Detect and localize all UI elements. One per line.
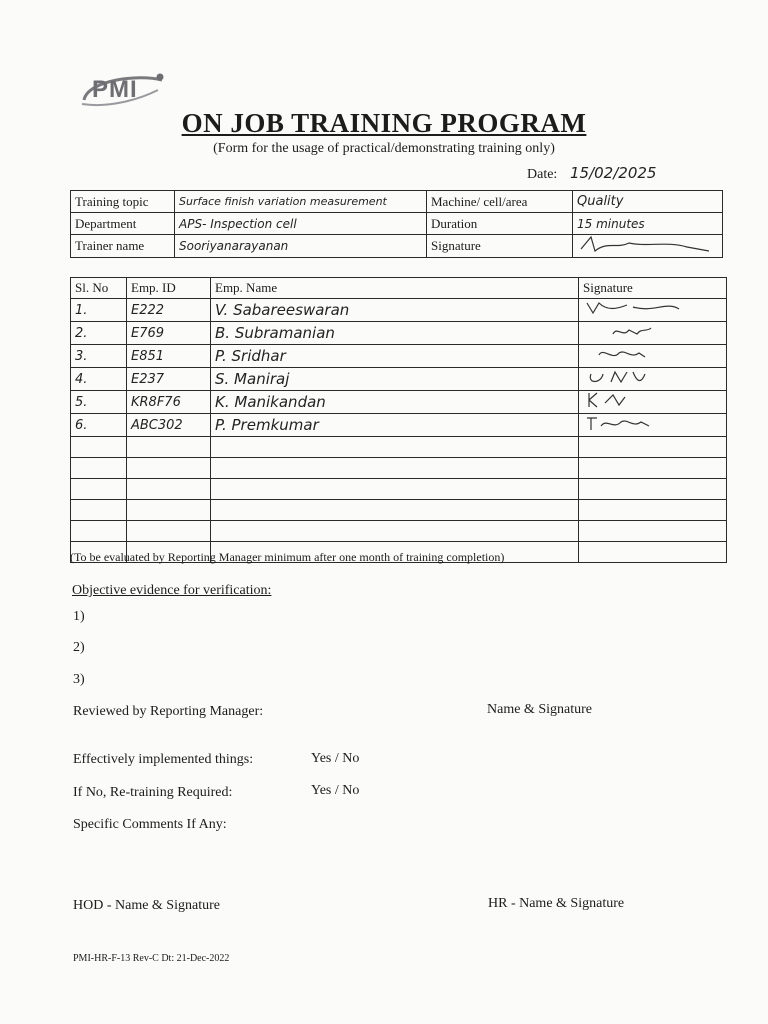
date-value: 15/02/2025 xyxy=(570,164,657,182)
logo-text: PMI xyxy=(92,76,138,103)
table-row xyxy=(71,322,727,345)
department-label: Department xyxy=(71,213,175,235)
reviewed-label: Reviewed by Reporting Manager: xyxy=(73,704,264,719)
row-signature xyxy=(579,345,727,368)
row-signature xyxy=(579,414,727,437)
col-signature: Signature xyxy=(579,278,727,299)
col-slno: Sl. No xyxy=(71,278,127,299)
signature-label: Signature xyxy=(427,235,573,258)
training-topic-value: Surface finish variation measurement xyxy=(175,191,427,213)
page-subtitle: (Form for the usage of practical/demonstrating training only) xyxy=(213,141,555,156)
duration-label: Duration xyxy=(427,213,573,235)
document-reference: PMI-HR-F-13 Rev-C Dt: 21-Dec-2022 xyxy=(73,953,230,964)
row-slno: 5. xyxy=(71,391,127,414)
row-empid: E851 xyxy=(127,345,211,368)
objective-item-3: 3) xyxy=(73,672,85,687)
table-row xyxy=(71,458,727,479)
table-row xyxy=(71,500,727,521)
implemented-yes-no: Yes / No xyxy=(311,751,360,766)
date-label: Date: xyxy=(527,167,558,182)
page-title: ON JOB TRAINING PROGRAM xyxy=(181,108,587,138)
trainer-value: Sooriyanarayanan xyxy=(175,235,427,258)
row-empid: E237 xyxy=(127,368,211,391)
table-row xyxy=(71,391,727,414)
objective-item-2: 2) xyxy=(73,640,85,655)
row-name: V. Sabareeswaran xyxy=(211,299,579,322)
row-name: K. Manikandan xyxy=(211,391,579,414)
row-empid: E769 xyxy=(127,322,211,345)
hod-signature-label: HOD - Name & Signature xyxy=(73,898,220,913)
comments-label: Specific Comments If Any: xyxy=(73,817,227,832)
retraining-label: If No, Re-training Required: xyxy=(73,785,233,800)
hr-signature-label: HR - Name & Signature xyxy=(488,896,625,911)
duration-value: 15 minutes xyxy=(573,213,723,235)
row-slno: 2. xyxy=(71,322,127,345)
row-empid: KR8F76 xyxy=(127,391,211,414)
machine-label: Machine/ cell/area xyxy=(427,191,573,213)
pmi-logo xyxy=(78,70,168,110)
table-row xyxy=(71,345,727,368)
trainer-signature xyxy=(573,235,723,258)
evaluation-note: (To be evaluated by Reporting Manager minimum after one month of training completion) xyxy=(70,550,505,564)
employee-table xyxy=(70,277,727,563)
signature-scribble-icon xyxy=(583,299,713,317)
manager-name-signature-label: Name & Signature xyxy=(487,702,592,717)
training-info-table xyxy=(70,190,723,258)
row-slno: 1. xyxy=(71,299,127,322)
row-slno: 3. xyxy=(71,345,127,368)
row-empid: E222 xyxy=(127,299,211,322)
row-name: P. Premkumar xyxy=(211,414,579,437)
department-value: APS- Inspection cell xyxy=(175,213,427,235)
col-name: Emp. Name xyxy=(211,278,579,299)
objective-item-1: 1) xyxy=(73,609,85,624)
signature-scribble-icon xyxy=(583,414,713,432)
table-row xyxy=(71,299,727,322)
row-name: P. Sridhar xyxy=(211,345,579,368)
signature-scribble-icon xyxy=(577,235,717,253)
objective-heading: Objective evidence for verification: xyxy=(72,583,272,598)
row-slno: 4. xyxy=(71,368,127,391)
table-row xyxy=(71,368,727,391)
machine-value: Quality xyxy=(573,191,723,213)
row-signature xyxy=(579,368,727,391)
signature-scribble-icon xyxy=(583,368,713,386)
row-empid: ABC302 xyxy=(127,414,211,437)
table-row xyxy=(71,521,727,542)
training-topic-label: Training topic xyxy=(71,191,175,213)
col-empid: Emp. ID xyxy=(127,278,211,299)
row-slno: 6. xyxy=(71,414,127,437)
signature-scribble-icon xyxy=(583,391,713,409)
row-name: B. Subramanian xyxy=(211,322,579,345)
employee-table-header xyxy=(71,278,727,299)
table-row xyxy=(71,437,727,458)
implemented-label: Effectively implemented things: xyxy=(73,752,254,767)
row-signature xyxy=(579,299,727,322)
trainer-label: Trainer name xyxy=(71,235,175,258)
retraining-yes-no: Yes / No xyxy=(311,783,360,798)
signature-scribble-icon xyxy=(583,322,713,340)
signature-scribble-icon xyxy=(583,345,713,363)
row-name: S. Maniraj xyxy=(211,368,579,391)
row-signature xyxy=(579,391,727,414)
table-row xyxy=(71,479,727,500)
table-row xyxy=(71,414,727,437)
row-signature xyxy=(579,322,727,345)
